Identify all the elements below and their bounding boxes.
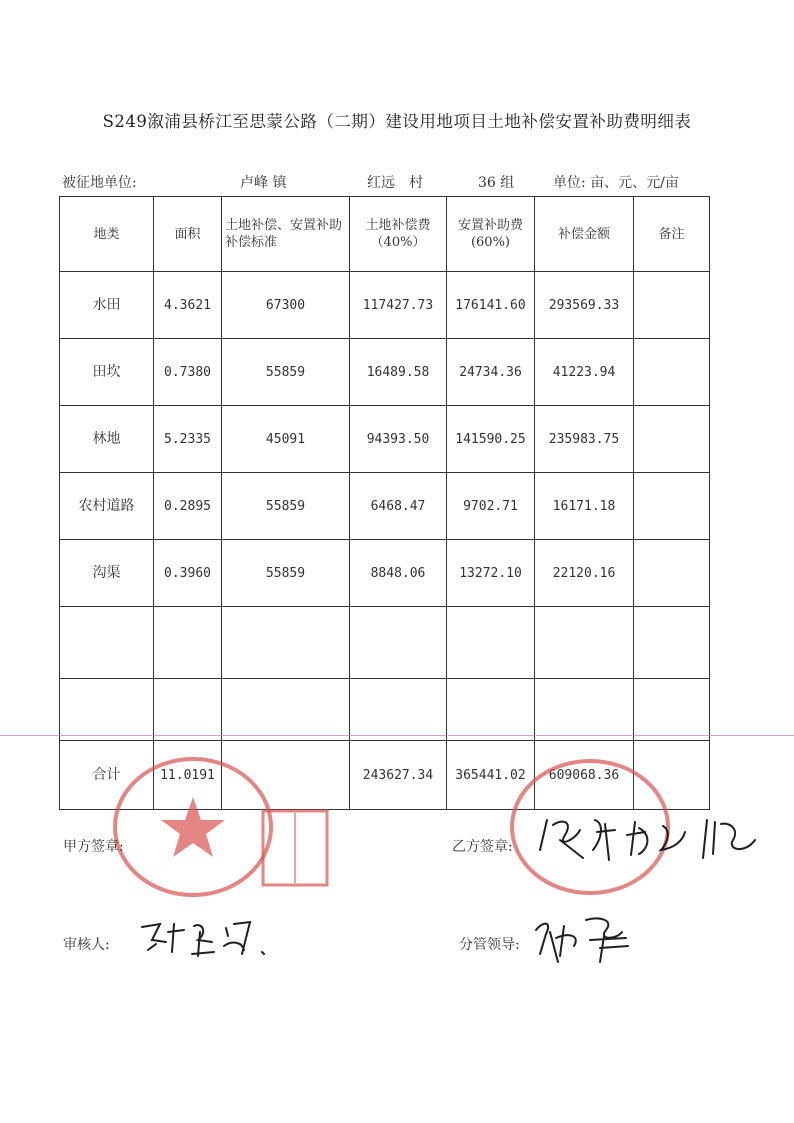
cell-area: 5.2335 [154, 406, 222, 473]
header-resettle [447, 197, 535, 272]
cell-total: 293569.33 [535, 272, 634, 339]
header-land-comp [350, 197, 447, 272]
header-resettle-label: 安置补助费 [457, 218, 523, 233]
unit-note: 单位: 亩、元、元/亩 [553, 175, 679, 191]
cell-standard: 55859 [222, 473, 350, 540]
group-name: 36 组 [478, 175, 515, 191]
empty-cell [222, 679, 350, 741]
header-total: 补偿金额 [535, 197, 634, 272]
reviewer-label: 审核人: [63, 937, 110, 953]
party-b-signature-icon [535, 810, 775, 870]
header-standard: 土地补偿、安置补助补偿标准 [222, 197, 350, 272]
header-remark: 备注 [634, 197, 710, 272]
cell-land-comp: 117427.73 [350, 272, 447, 339]
name-stamp-icon [260, 808, 330, 888]
empty-cell [535, 607, 634, 679]
cell-total: 16171.18 [535, 473, 634, 540]
town-name: 卢峰 镇 [240, 175, 287, 191]
cell-resettle: 9702.71 [447, 473, 535, 540]
cell-remark [634, 272, 710, 339]
empty-cell [535, 679, 634, 741]
cell-area: 0.3960 [154, 540, 222, 607]
village-name: 红远 村 [367, 175, 423, 191]
cell-type: 田坎 [60, 339, 154, 406]
cell-type: 农村道路 [60, 473, 154, 540]
empty-cell [350, 607, 447, 679]
empty-cell [154, 679, 222, 741]
cell-type: 水田 [60, 272, 154, 339]
cell-resettle: 141590.25 [447, 406, 535, 473]
document-title: S249溆浦县桥江至思蒙公路（二期）建设用地项目土地补偿安置补助费明细表 [102, 112, 692, 131]
cell-area: 0.7380 [154, 339, 222, 406]
total-area: 11.0191 [154, 741, 222, 810]
cell-total: 235983.75 [535, 406, 634, 473]
compensation-table [59, 196, 710, 810]
header-land-comp-label: 土地补偿费 [365, 218, 431, 233]
empty-cell [60, 607, 154, 679]
header-area: 面积 [154, 197, 222, 272]
empty-row [60, 679, 710, 741]
cell-remark [634, 473, 710, 540]
empty-cell [154, 607, 222, 679]
empty-row [60, 607, 710, 679]
table-row [60, 473, 710, 540]
cell-total: 41223.94 [535, 339, 634, 406]
cell-remark [634, 540, 710, 607]
total-amount: 609068.36 [535, 741, 634, 810]
table-row [60, 339, 710, 406]
header-row [60, 197, 710, 272]
empty-cell [222, 607, 350, 679]
empty-cell [60, 679, 154, 741]
cell-resettle: 24734.36 [447, 339, 535, 406]
cell-area: 0.2895 [154, 473, 222, 540]
party-b-label: 乙方签章: [452, 839, 513, 855]
cell-land-comp: 8848.06 [350, 540, 447, 607]
total-resettle: 365441.02 [447, 741, 535, 810]
cell-standard: 55859 [222, 339, 350, 406]
cell-area: 4.3621 [154, 272, 222, 339]
table-row [60, 272, 710, 339]
table-row [60, 406, 710, 473]
reviewer-signature-icon [138, 912, 278, 962]
total-label: 合计 [60, 741, 154, 810]
party-a-label: 甲方签章: [63, 839, 124, 855]
leader-label: 分管领导: [459, 937, 520, 953]
empty-cell [634, 679, 710, 741]
table-row [60, 540, 710, 607]
total-land-comp: 243627.34 [350, 741, 447, 810]
cell-standard: 55859 [222, 540, 350, 607]
cell-resettle: 13272.10 [447, 540, 535, 607]
leader-signature-icon [530, 910, 640, 965]
cell-total: 22120.16 [535, 540, 634, 607]
party-a-seal-icon [108, 752, 278, 902]
cell-resettle: 176141.60 [447, 272, 535, 339]
scan-line [0, 735, 794, 736]
header-resettle-pct: (60%) [470, 235, 511, 250]
cell-land-comp: 6468.47 [350, 473, 447, 540]
header-land-comp-pct: （40%） [370, 235, 426, 250]
empty-cell [634, 607, 710, 679]
expropriated-unit-label: 被征地单位: [62, 175, 137, 191]
cell-standard: 45091 [222, 406, 350, 473]
empty-cell [447, 679, 535, 741]
cell-land-comp: 94393.50 [350, 406, 447, 473]
cell-standard: 67300 [222, 272, 350, 339]
empty-cell [447, 607, 535, 679]
cell-remark [634, 406, 710, 473]
cell-land-comp: 16489.58 [350, 339, 447, 406]
cell-remark [634, 339, 710, 406]
cell-type: 林地 [60, 406, 154, 473]
header-land-type: 地类 [60, 197, 154, 272]
empty-cell [350, 679, 447, 741]
cell-type: 沟渠 [60, 540, 154, 607]
